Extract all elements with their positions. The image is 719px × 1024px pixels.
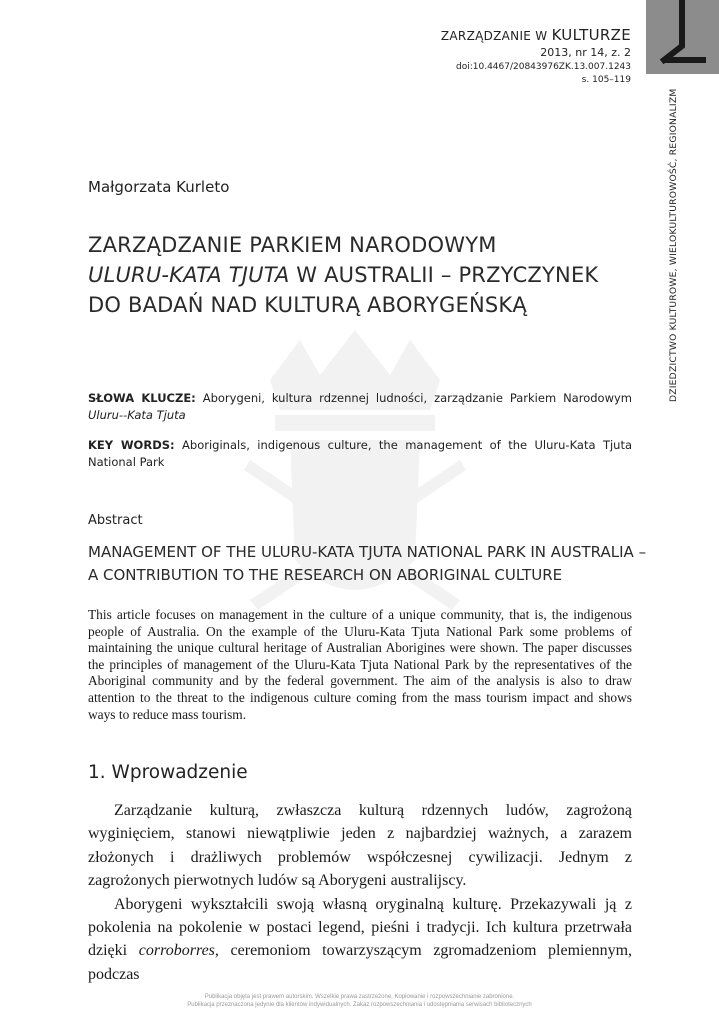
- title-line-1: ZARZĄDZANIE PARKIEM NARODOWYM: [88, 233, 497, 257]
- journal-name-main: KULTURZE: [551, 26, 631, 44]
- title-line-3: DO BADAŃ NAD KULTURĄ ABORYGEŃSKĄ: [88, 293, 527, 317]
- title-line-2: [88, 260, 648, 290]
- keywords-polish: [88, 390, 632, 424]
- author-name: Małgorzata Kurleto: [88, 178, 230, 196]
- paragraph-2-end: , ceremoniom towarzyszącym zgromadzeniom plemiennym, podczas: [88, 942, 633, 983]
- journal-doi: doi:10.4467/20843976ZK.13.007.1243: [456, 62, 631, 72]
- section-body: [88, 799, 632, 986]
- journal-pages: s. 105–119: [581, 75, 631, 85]
- footer-line-2: Publikacja przeznaczona jedynie dla klientów indywidualnych. Zakaz rozpowszechniania i udostępniania serwisach bibliotecznych: [187, 1001, 532, 1008]
- paragraph-2-italic: corroborres: [138, 942, 215, 960]
- section-heading: 1. Wprowadzenie: [88, 762, 248, 783]
- side-section-label: [668, 88, 684, 402]
- journal-name-prefix: ZARZĄDZANIE W: [440, 29, 552, 43]
- paragraph-1: Zarządzanie kulturą, zwłaszcza kulturą rdzennych ludów, zagrożoną wyginięciem, stanowi niewątpliwie jeden z najbardziej ważnych, a zarazem złożonych i drażliwych problemów współczesnej cywilizacji. Jednym z zagrożonych pierwotnych ludów są Aborygeni australijscy.: [88, 802, 632, 890]
- journal-issue: 2013, nr 14, z. 2: [540, 46, 631, 59]
- keywords-polish-text: Aborygeni, kultura rdzennej ludności, zarządzanie Parkiem Narodowym: [195, 391, 632, 405]
- journal-name: [441, 26, 631, 44]
- title-line-2-rest: W AUSTRALII – PRZYCZYNEK: [289, 263, 599, 287]
- paragraph-2-start: Aborygeni wykształcili swoją własną oryginalną kulturę. Przekazywali ją z pokolenia na pokolenie w postaci legend, pieśni i tradycji. Ich kultura przetrwała dzięki: [88, 895, 632, 960]
- journal-header: [441, 26, 631, 85]
- footer-line-1: Publikacja objęta jest prawem autorskim. Wszelkie prawa zastrzeżone. Kopiowanie i rozpowszechnianie zabronione.: [204, 994, 515, 1000]
- keywords-english: [88, 437, 632, 471]
- abstract-label: Abstract: [88, 513, 143, 528]
- corner-logo-graphic: [646, 0, 719, 74]
- copyright-footer: [0, 994, 719, 1009]
- title-italic-park: ULURU-KATA TJUTA: [88, 263, 290, 287]
- side-section-label-text: DZIEDZICTWO KULTUROWE, WIELOKULTUROWOŚĆ, REGIONALIZM: [668, 88, 679, 402]
- keywords-polish-label: SŁOWA KLUCZE:: [88, 391, 196, 405]
- paragraph-2: [88, 893, 632, 987]
- keywords-polish-italic: Uluru--Kata Tjuta: [88, 408, 186, 422]
- abstract-body: This article focuses on management in the culture of a unique community, that is, the indigenous people of Australia. On the example of the Uluru-Kata Tjuta National Park some problems of maintaining the unique cultural heritage of Australian Aborigines were shown. The paper discusses the principles of management of the Uluru-Kata Tjuta National Park by the representatives of the Aboriginal community and by the federal government. The aim of the analysis is also to draw attention to the threat to the indigenous culture coming from the mass tourism impact and shows ways to reduce mass tourism.: [88, 607, 632, 722]
- keywords-english-label: KEY WORDS:: [88, 438, 175, 452]
- abstract-title: MANAGEMENT OF THE ULURU-KATA TJUTA NATIONAL PARK IN AUSTRALIA – A CONTRIBUTION TO THE RESEARCH ON ABORIGINAL CULTURE: [88, 543, 647, 584]
- bracket-icon: [646, 0, 719, 74]
- keywords-english-text: Aboriginals, indigenous culture, the management of the Uluru-Kata Tjuta National Park: [88, 438, 633, 469]
- article-title: [88, 230, 648, 320]
